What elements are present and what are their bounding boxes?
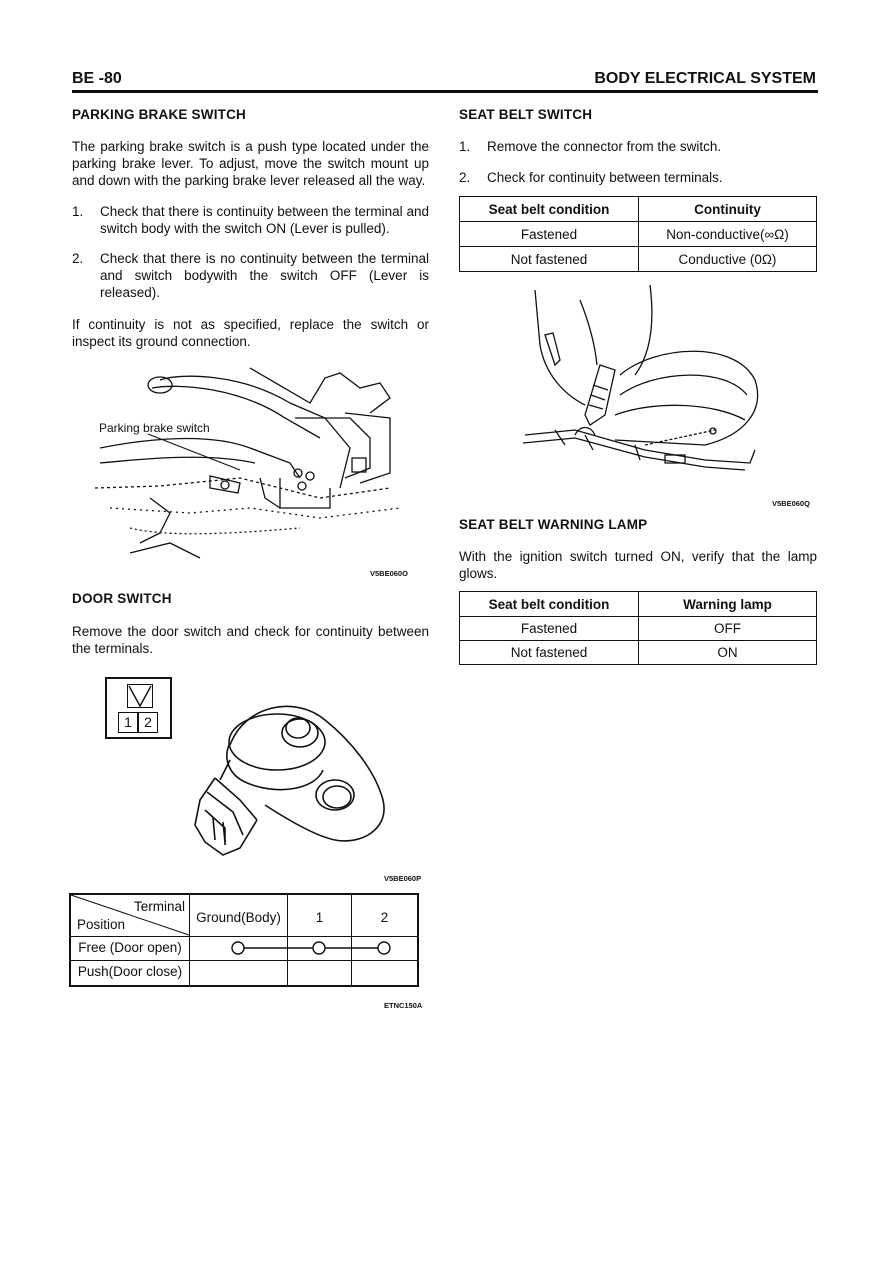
- seat-step-2: [459, 169, 817, 187]
- row-label-free: Free (Door open): [78, 940, 182, 955]
- seat-belt-lamp-title: SEAT BELT WARNING LAMP: [459, 517, 648, 532]
- table-row: [460, 617, 817, 641]
- continuity-node-ground: [232, 942, 244, 954]
- col-header-warning-lamp: Warning lamp: [639, 592, 817, 617]
- connector-key-icon: [128, 685, 152, 707]
- connector-pin-1: 1: [118, 712, 138, 733]
- table-row: [460, 641, 817, 665]
- cell-continuity: Non-conductive(∞Ω): [639, 222, 817, 247]
- col-header-pin-2: 2: [380, 910, 389, 925]
- step-number: 2.: [72, 251, 84, 266]
- col-header-ground: Ground(Body): [196, 910, 281, 925]
- col-header-condition: Seat belt condition: [460, 592, 639, 617]
- parking-step-1: [72, 203, 429, 239]
- seat-step-1: [459, 138, 817, 156]
- cell-lamp-state: OFF: [639, 617, 817, 641]
- row-label-push: Push(Door close): [77, 964, 183, 979]
- cell-continuity: Conductive (0Ω): [639, 247, 817, 272]
- parking-brake-figure: [90, 358, 420, 568]
- figure-code: V5BE060Q: [772, 499, 810, 508]
- step-text: Check that there is continuity between the terminal and switch body with the switch ON (Lever is pulled).: [100, 204, 429, 236]
- cell-condition: Not fastened: [460, 247, 639, 272]
- page-number: BE -80: [72, 70, 122, 87]
- step-number: 1.: [459, 139, 471, 154]
- seat-belt-lamp-text: With the ignition switch turned ON, verify that the lamp glows.: [459, 549, 817, 581]
- connector-pin-2: 2: [138, 712, 158, 733]
- continuity-node-pin-2: [378, 942, 390, 954]
- door-switch-title: DOOR SWITCH: [72, 591, 172, 606]
- seat-belt-figure: [515, 285, 765, 485]
- table-code: ETNC150A: [384, 1001, 423, 1010]
- door-switch-text: Remove the door switch and check for continuity between the terminals.: [72, 624, 429, 656]
- table-row: [460, 222, 817, 247]
- parking-step-2: [72, 250, 429, 302]
- section-title: BODY ELECTRICAL SYSTEM: [594, 70, 816, 87]
- continuity-node-pin-1: [313, 942, 325, 954]
- col-header-pin-1: 1: [315, 910, 324, 925]
- col-header-condition: Seat belt condition: [460, 197, 639, 222]
- col-header-continuity: Continuity: [639, 197, 817, 222]
- continuity-marker: [71, 936, 417, 960]
- table-row: [460, 247, 817, 272]
- header-rule: [72, 90, 818, 93]
- door-switch-figure: [185, 700, 390, 865]
- parking-brake-title: PARKING BRAKE SWITCH: [72, 107, 246, 122]
- parking-brake-intro: The parking brake switch is a push type located under the parking brake lever. To adjust, move the switch mount up and down with the parking brake lever released all the way.: [72, 139, 429, 188]
- corner-terminal-label: Terminal: [134, 899, 186, 914]
- cell-condition: Fastened: [460, 222, 639, 247]
- corner-position-label: Position: [77, 917, 126, 932]
- cell-lamp-state: ON: [639, 641, 817, 665]
- figure-code: V5BE060P: [384, 874, 422, 883]
- step-number: 1.: [72, 204, 84, 219]
- step-text: Remove the connector from the switch.: [487, 139, 722, 154]
- parking-brake-note: If continuity is not as specified, replace the switch or inspect its ground connection.: [72, 317, 429, 349]
- cell-condition: Fastened: [460, 617, 639, 641]
- figure-code: V5BE060O: [370, 569, 408, 578]
- seat-belt-continuity-table: [459, 196, 817, 272]
- step-text: Check that there is no continuity between the terminal and switch bodywith the switch OFF (Lever is released).: [100, 251, 429, 300]
- connector-key: [127, 684, 153, 708]
- door-switch-table: [69, 893, 419, 987]
- step-number: 2.: [459, 170, 471, 185]
- connector-symbol: [105, 677, 172, 739]
- step-text: Check for continuity between terminals.: [487, 170, 723, 185]
- seat-belt-switch-title: SEAT BELT SWITCH: [459, 107, 593, 122]
- parking-switch-label: Parking brake switch: [99, 421, 210, 435]
- warning-lamp-table: [459, 591, 817, 665]
- grid-line: [71, 960, 417, 961]
- cell-condition: Not fastened: [460, 641, 639, 665]
